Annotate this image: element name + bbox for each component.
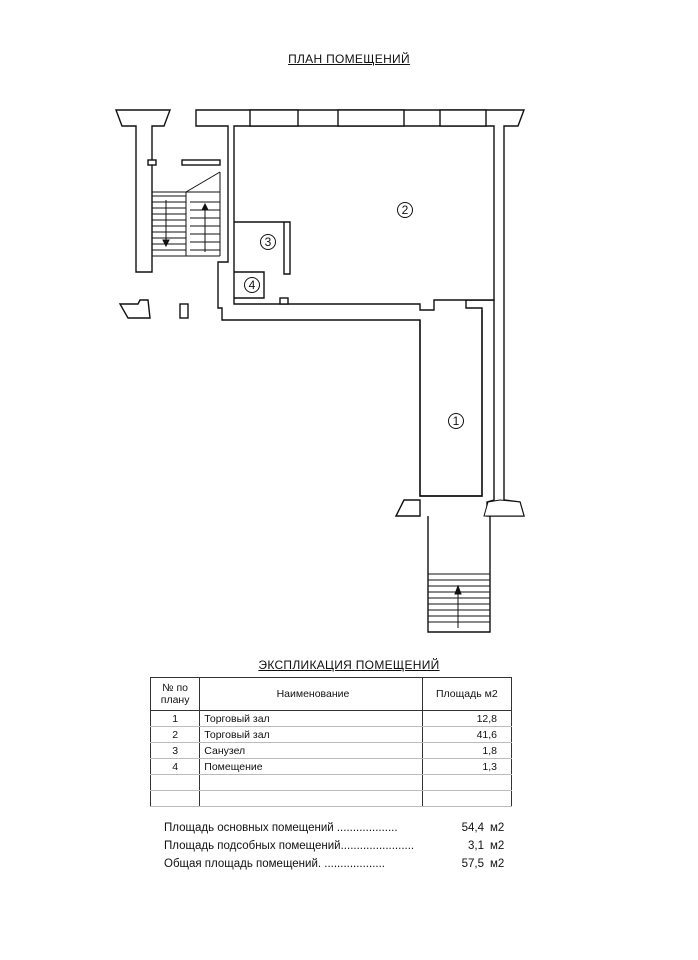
explication-title: ЭКСПЛИКАЦИЯ ПОМЕЩЕНИЙ: [258, 658, 440, 672]
cell-num: 3: [151, 743, 200, 759]
summary-label: Общая площадь помещений. ...................: [164, 858, 385, 870]
summary-unit: м2: [490, 858, 505, 870]
cell-area: [422, 775, 511, 791]
cell-name: Торговый зал: [200, 727, 422, 743]
room-label-3: 3: [264, 235, 272, 249]
table-row: [151, 775, 512, 791]
cell-name: Помещение: [200, 759, 422, 775]
table-header-row: [151, 678, 512, 711]
cell-num: 4: [151, 759, 200, 775]
summary-unit: м2: [490, 840, 505, 852]
cell-area: 12,8: [422, 711, 511, 727]
table-row: [151, 791, 512, 807]
summary-value: 3,1: [468, 840, 484, 852]
outside-object: [180, 304, 188, 318]
table-row: [151, 759, 512, 775]
room-label-2: 2: [401, 203, 409, 217]
window: [250, 110, 298, 126]
table-row: [151, 727, 512, 743]
summary-value: 57,5: [461, 858, 484, 870]
cell-area: [422, 791, 511, 807]
header-num: № по плану: [151, 678, 200, 711]
table-row: [151, 711, 512, 727]
table-row: [151, 743, 512, 759]
summary-label: Площадь основных помещений ...................: [164, 822, 398, 834]
cell-name: [200, 775, 422, 791]
plan-title: ПЛАН ПОМЕЩЕНИЙ: [288, 52, 410, 66]
cell-num: 2: [151, 727, 200, 743]
summary-main-area: [164, 822, 504, 834]
cell-name: Санузел: [200, 743, 422, 759]
wall-stub: [182, 160, 220, 165]
header-area: Площадь м2: [422, 678, 511, 711]
room-2-inner-wall: [234, 126, 494, 310]
summary-aux-area: [164, 840, 504, 852]
stair-bottom: [428, 500, 524, 628]
summary-unit: м2: [490, 822, 505, 834]
cell-area: 41,6: [422, 727, 511, 743]
summary-value: 54,4: [461, 822, 484, 834]
summary-total-area: [164, 858, 504, 870]
cell-name: [200, 791, 422, 807]
explication-table: [150, 677, 512, 807]
entrance-left-flange: [396, 500, 420, 516]
cell-num: [151, 775, 200, 791]
header-name: Наименование: [200, 678, 422, 711]
window: [338, 110, 404, 126]
room-label-1: 1: [452, 414, 460, 428]
cell-area: 1,3: [422, 759, 511, 775]
stair-left: [152, 172, 220, 256]
wall-stub: [280, 298, 288, 304]
outside-object: [120, 300, 150, 318]
wall-stub: [148, 160, 156, 165]
summary-label: Площадь подсобных помещений.......................: [164, 840, 415, 852]
window: [440, 110, 486, 126]
cell-area: 1,8: [422, 743, 511, 759]
cell-name: Торговый зал: [200, 711, 422, 727]
room-label-4: 4: [248, 278, 256, 292]
cell-num: 1: [151, 711, 200, 727]
left-stair-wall: [116, 110, 170, 272]
cell-num: [151, 791, 200, 807]
